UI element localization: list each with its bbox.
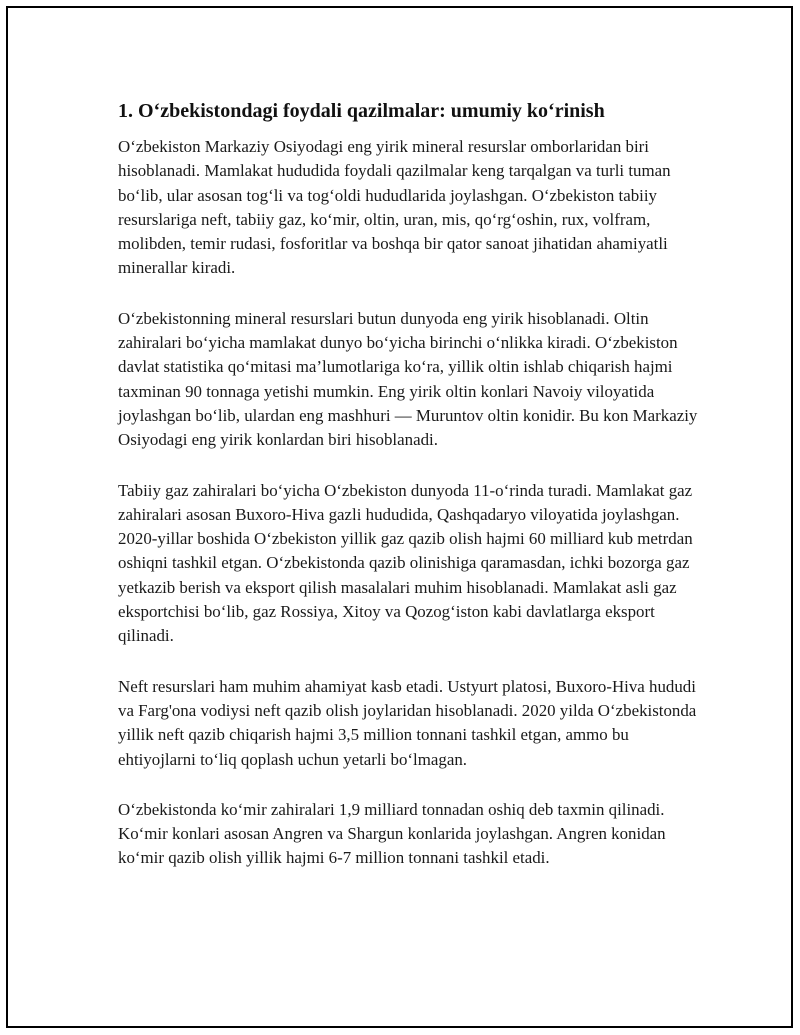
document-body: [118, 98, 698, 897]
paragraph-coal: O‘zbekistonda ko‘mir zahiralari 1,9 milliard tonnadan oshiq deb taxmin qilinadi. Ko‘mir konlari asosan Angren va Shargun konlarida joylashgan. Angren konidan ko‘mir qazib olish yillik hajmi 6-7 million tonnani tashkil etadi.: [118, 799, 666, 868]
paragraph-mineral-overview: O‘zbekiston Markaziy Osiyodagi eng yirik mineral resurslar omborlaridan biri hisoblanadi. Mamlakat hududida foydali qazilmalar keng tarqalgan va turli tuman bo‘lib, ular asosan tog‘li va tog‘oldi hududlarida joylashgan. O‘zbekiston tabiiy resurslariga neft, tabiiy gaz, ko‘mir, oltin, uran, mis, qo‘rg‘oshin, rux, volfram, molibden, temir rudasi, fosforitlar va boshqa bir qator sanoat jihatidan ahamiyatli minerallar kiradi.: [118, 137, 671, 278]
paragraph-oil: Neft resurslari ham muhim ahamiyat kasb etadi. Ustyurt platosi, Buxoro-Hiva hududi va Farg'ona vodiysi neft qazib olish joylaridan hisoblanadi. 2020 yilda O‘zbekistonda yillik neft qazib chiqarish hajmi 3,5 million tonnani tashkil etgan, ammo bu ehtiyojlarni to‘liq qoplash uchun yetarli bo‘lmagan.: [118, 676, 697, 769]
page-frame: [6, 6, 793, 1028]
paragraph-natural-gas: Tabiiy gaz zahiralari bo‘yicha O‘zbekiston dunyoda 11-o‘rinda turadi. Mamlakat gaz zahiralari asosan Buxoro-Hiva gazli hududida, Qashqadaryo viloyatida joylashgan. 2020-yillar boshida O‘zbekiston yillik gaz qazib olish hajmi 60 milliard kub metrdan oshiqni tashkil etgan. O‘zbekistonda qazib olinishiga qaramasdan, ichki bozorga gaz yetkazib berish va eksport qilish masalalari muhim hisoblanadi. Mamlakat asli gaz eksportchisi bo‘lib, gaz Rossiya, Xitoy va Qozog‘iston kabi davlatlarga eksport qilinadi.: [118, 480, 693, 646]
section-heading: 1. O‘zbekistondagi foydali qazilmalar: umumiy ko‘rinish: [118, 100, 605, 122]
paragraph-gold: O‘zbekistonning mineral resurslari butun dunyoda eng yirik hisoblanadi. Oltin zahiralari bo‘yicha mamlakat dunyo bo‘yicha birinchi o‘nlikka kiradi. O‘zbekiston davlat statistika qo‘mitasi ma’lumotlariga ko‘ra, yillik oltin ishlab chiqarish hajmi taxminan 90 tonnaga yetishi mumkin. Eng yirik oltin konlari Navoiy viloyatida joylashgan bo‘lib, ulardan eng mashhuri — Muruntov oltin konidir. Bu kon Markaziy Osiyodagi eng yirik konlardan biri hisoblanadi.: [118, 308, 698, 450]
